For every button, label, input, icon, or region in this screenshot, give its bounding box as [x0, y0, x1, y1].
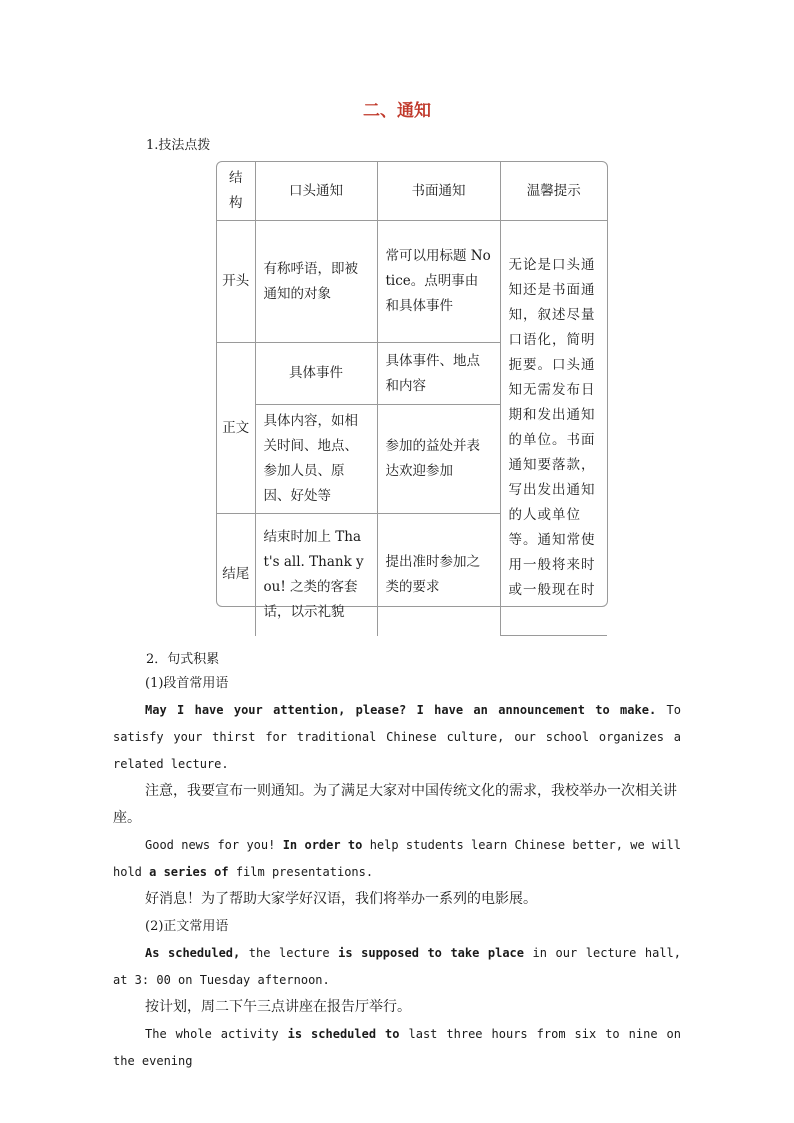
example-2-part: help students learn Chinese better, we will hold	[113, 838, 681, 879]
header-structure: 结构	[217, 162, 255, 221]
example-3-key-phrase: As scheduled,	[145, 946, 241, 960]
cell-ending-written: 提出准时参加之类的要求	[377, 514, 500, 636]
cell-body-oral-a: 具体事件	[255, 343, 377, 405]
sub-heading-opening-phrases: (1)段首常用语	[145, 676, 229, 691]
example-1-zh: 注意，我要宣布一则通知。为了满足大家对中国传统文化的需求，我校举办一次相关讲座。	[113, 783, 677, 826]
subsection-heading-sentences: 2．句式积累	[146, 652, 220, 667]
row-head-body: 正文	[217, 343, 255, 514]
example-2-part: Good news for you!	[145, 838, 283, 852]
example-4-part: last three hours from six to nine on the evening	[113, 1027, 681, 1068]
example-4-en	[113, 1021, 681, 1075]
cell-body-oral-b: 具体内容，如相关时间、地点、参加人员、原因、好处等	[255, 405, 377, 514]
cell-opening-oral: 有称呼语，即被通知的对象	[255, 221, 377, 343]
cell-body-written-b: 参加的益处并表达欢迎参加	[377, 405, 500, 514]
table-header-row	[217, 162, 607, 221]
example-1-key-phrase: May I have your attention, please? I have an announcement to make.	[145, 703, 657, 717]
cell-body-written-a: 具体事件、地点和内容	[377, 343, 500, 405]
example-1-rest: To satisfy your thirst for traditional Chinese culture, our school organizes a related lecture.	[113, 703, 681, 771]
cell-tips: 无论是口头通知还是书面通知，叙述尽量口语化，简明扼要。口头通知无需发布日期和发出通知的单位。书面通知要落款，写出发出通知的人或单位等。通知常使用一般将来时或一般现在时	[500, 221, 607, 636]
row-head-opening: 开头	[217, 221, 255, 343]
example-3-zh: 按计划，周二下午三点讲座在报告厅举行。	[145, 999, 411, 1015]
sub-heading-body-phrases: (2)正文常用语	[145, 919, 229, 934]
example-3-part: the lecture	[240, 946, 339, 960]
example-3-part: in our lecture hall, at 3: 00 on Tuesday afternoon.	[113, 946, 682, 987]
example-2-part: film presentations.	[228, 865, 374, 879]
example-2-zh: 好消息！为了帮助大家学好汉语，我们将举办一系列的电影展。	[145, 891, 537, 907]
notice-structure-table	[216, 161, 608, 620]
row-head-ending: 结尾	[217, 514, 255, 636]
example-3-en	[113, 940, 681, 994]
example-4-key-phrase: is scheduled to	[287, 1027, 400, 1041]
table-row-opening	[217, 221, 607, 343]
example-1-en	[113, 697, 681, 778]
example-3-key-phrase: is supposed to take place	[338, 946, 525, 960]
example-4-part: The whole activity	[145, 1027, 288, 1041]
example-2-key-phrase: In order to	[282, 838, 363, 852]
sentence-bank	[113, 670, 681, 1075]
cell-ending-oral: 结束时加上 That's all. Thank you! 之类的客套话，以示礼貌	[255, 514, 377, 636]
header-written-notice: 书面通知	[377, 162, 500, 221]
subsection-heading-tips: 1.技法点拨	[146, 138, 211, 153]
section-title: 二、通知	[363, 101, 431, 121]
cell-opening-written: 常可以用标题 Notice。点明事由和具体事件	[377, 221, 500, 343]
header-oral-notice: 口头通知	[255, 162, 377, 221]
header-tips: 温馨提示	[500, 162, 607, 221]
example-2-en	[113, 832, 681, 886]
example-2-key-phrase: a series of	[149, 865, 229, 879]
